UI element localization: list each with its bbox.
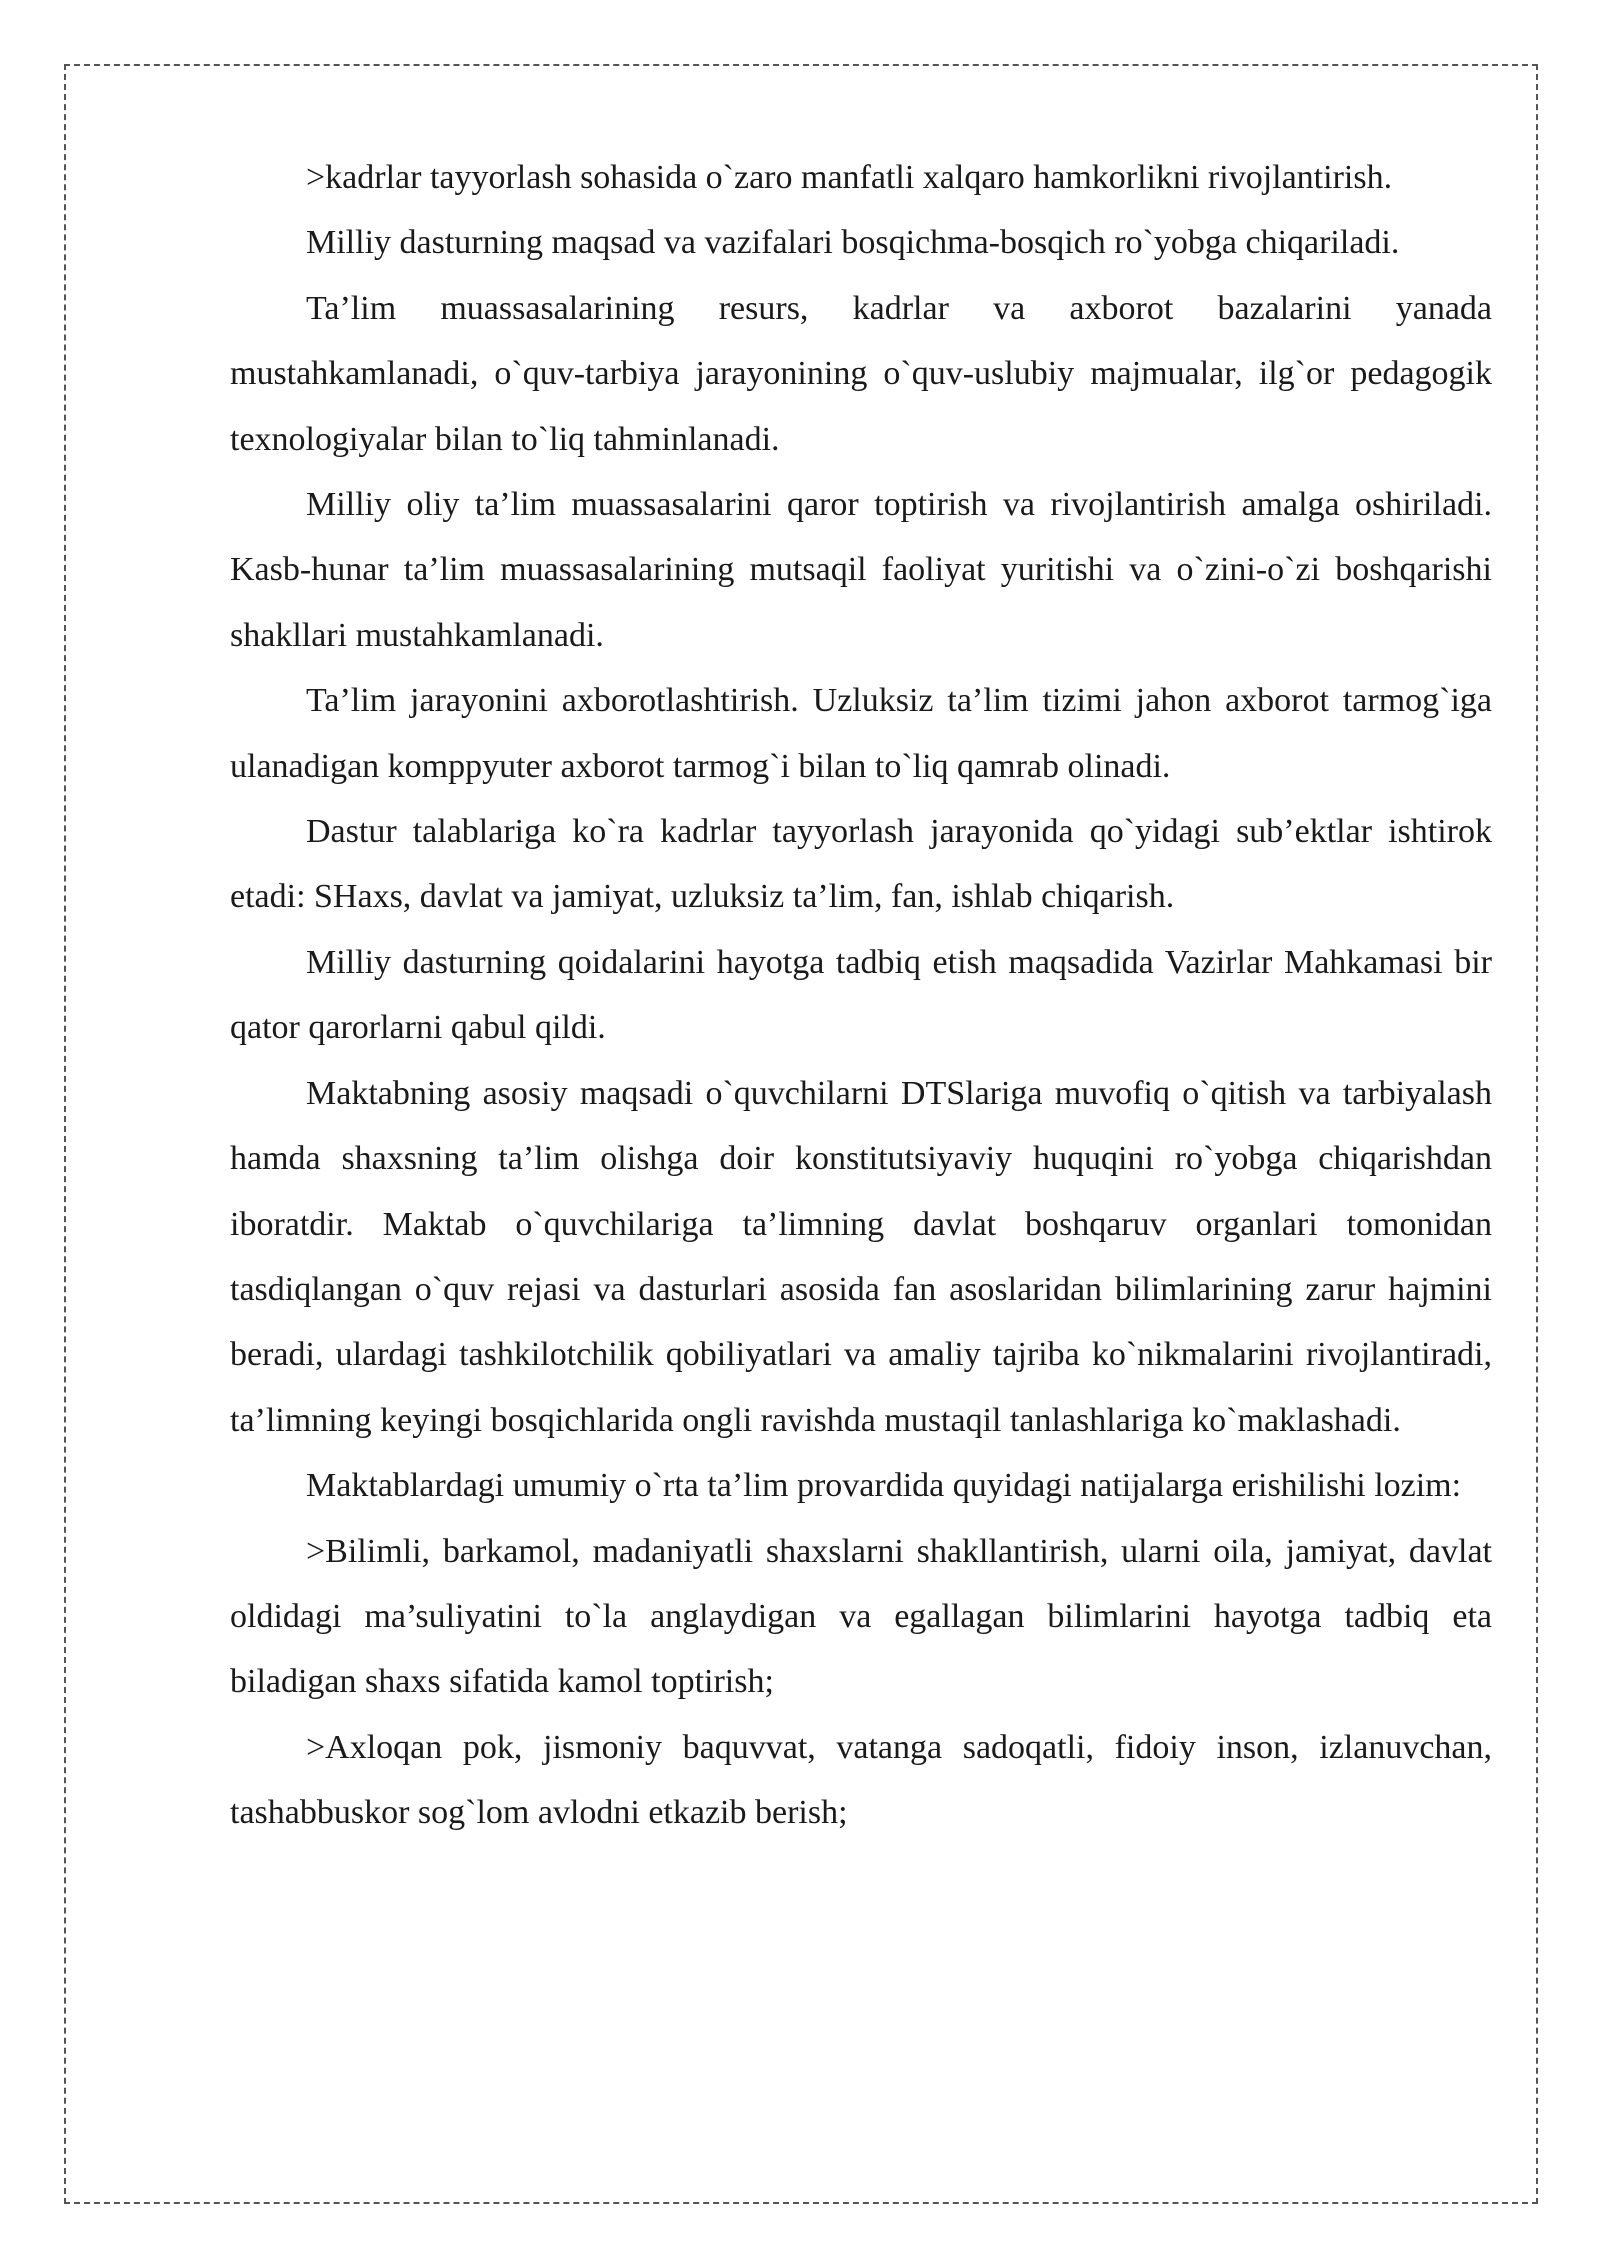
paragraph: Ta’lim muassasalarining resurs, kadrlar va axborot bazalarini yanada mustahkamlanadi, o`quv-tarbiya jarayonining o`quv-uslubiy majmualar, ilg`or pedagogik texnologiyalar bilan to`liq tahminlanadi.	[230, 289, 1492, 458]
paragraph: >Bilimli, barkamol, madaniyatli shaxslarni shakllantirish, ularni oila, jamiyat, davlat oldidagi ma’suliyatini to`la anglaydigan va egallagan bilimlarini hayotga tadbiq eta biladigan shaxs sifatida kamol toptirish;	[230, 1532, 1492, 1701]
paragraph: Milliy oliy ta’lim muassasalarini qaror toptirish va rivojlantirish amalga oshiriladi. Kasb-hunar ta’lim muassasalarining mutsaqil faoliyat yuritishi va o`zini-o`zi boshqarishi shakllari mustahkamlanadi.	[230, 486, 1492, 654]
paragraph: Maktablardagi umumiy o`rta ta’lim provardida quyidagi natijalarga erishilishi lozim:	[306, 1467, 1462, 1505]
paragraph: Milliy dasturning maqsad va vazifalari bosqichma-bosqich ro`yobga chiqariladi.	[306, 224, 1400, 262]
paragraph: >kadrlar tayyorlash sohasida o`zaro manfatli xalqaro hamkorlikni rivojlantirish.	[306, 159, 1393, 196]
paragraph: Dastur talablariga ko`ra kadrlar tayyorlash jarayonida qo`yidagi sub’ektlar ishtirok etadi: SHaxs, davlat va jamiyat, uzluksiz ta’lim, fan, ishlab chiqarish.	[230, 813, 1492, 916]
paragraph: Milliy dasturning qoidalarini hayotga tadbiq etish maqsadida Vazirlar Mahkamasi bir qator qarorlarni qabul qildi.	[230, 943, 1492, 1047]
paragraph: Maktabning asosiy maqsadi o`quvchilarni DTSlariga muvofiq o`qitish va tarbiyalash hamda shaxsning ta’lim olishga doir konstitutsiyaviy huquqini ro`yobga chiqarishdan iboratdir. Maktab o`quvchilariga ta’limning davlat boshqaruv organlari tomonidan tasdiqlangan o`quv rejasi va dasturlari asosida fan asoslaridan bilimlarining zarur hajmini beradi, ulardagi tashkilotchilik qobiliyatlari va amaliy tajriba ko`nikmalarini rivojlantiradi, ta’limning keyingi bosqichlarida ongli ravishda mustaqil tanlashlariga ko`maklashadi.	[230, 1074, 1492, 1439]
document-body	[230, 145, 1492, 1846]
paragraph: Ta’lim jarayonini axborotlashtirish. Uzluksiz ta’lim tizimi jahon axborot tarmog`iga ulanadigan komppyuter axborot tarmog`i bilan to`liq qamrab olinadi.	[230, 682, 1492, 785]
paragraph: >Axloqan pok, jismoniy baquvvat, vatanga sadoqatli, fidoiy inson, izlanuvchan, tashabbuskor sog`lom avlodni etkazib berish;	[230, 1728, 1492, 1832]
